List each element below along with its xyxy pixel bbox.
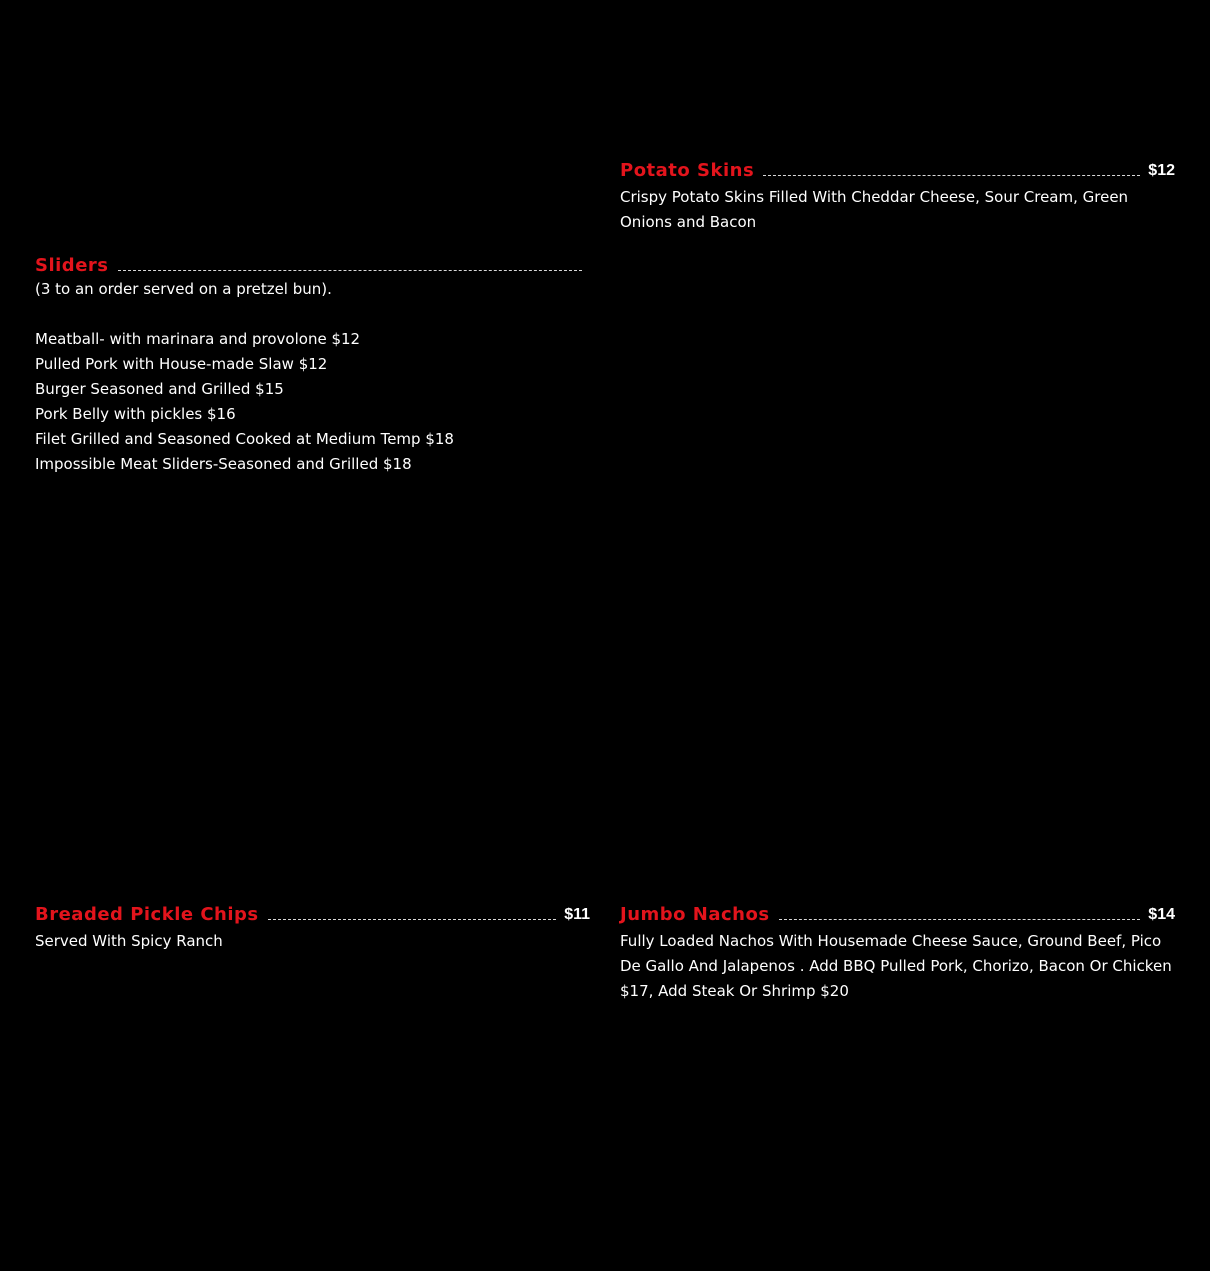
list-item: Meatball- with marinara and provolone $12 (35, 330, 361, 348)
list-item: Filet Grilled and Seasoned Cooked at Medium Temp $18 (35, 430, 454, 448)
dotted-leader (118, 269, 583, 271)
item-price: $11 (564, 906, 590, 923)
item-description: Fully Loaded Nachos With Housemade Cheese Sauce, Ground Beef, Pico De Gallo And Jalapenos . Add BBQ Pulled Pork, Chorizo, Bacon Or Chicken $17, Add Steak Or Shrimp $20 (620, 932, 1172, 1000)
dotted-leader (779, 918, 1141, 920)
list-item: Burger Seasoned and Grilled $15 (35, 380, 284, 398)
item-header (620, 156, 1175, 182)
item-header (35, 251, 582, 277)
dotted-leader (763, 174, 1140, 176)
item-description: (3 to an order served on a pretzel bun). (35, 280, 332, 298)
list-item: Pulled Pork with House-made Slaw $12 (35, 355, 328, 373)
menu-item-breaded-pickle-chips (35, 900, 590, 954)
item-header (35, 900, 590, 926)
item-title: Breaded Pickle Chips (35, 904, 259, 925)
item-description: Crispy Potato Skins Filled With Cheddar Cheese, Sour Cream, Green Onions and Bacon (620, 188, 1129, 231)
list-item: Impossible Meat Sliders-Seasoned and Grilled $18 (35, 455, 412, 473)
dotted-leader (268, 918, 557, 920)
menu-item-sliders (35, 251, 582, 477)
menu-item-jumbo-nachos (620, 900, 1175, 1004)
item-price: $14 (1148, 906, 1175, 923)
item-description: Served With Spicy Ranch (35, 932, 223, 950)
slider-options-list (35, 327, 582, 477)
item-header (620, 900, 1175, 926)
item-title: Potato Skins (620, 160, 755, 181)
list-item: Pork Belly with pickles $16 (35, 405, 236, 423)
menu-item-potato-skins (620, 156, 1175, 235)
item-price: $12 (1148, 162, 1175, 179)
item-title: Jumbo Nachos (620, 904, 770, 925)
item-title: Sliders (35, 255, 109, 276)
